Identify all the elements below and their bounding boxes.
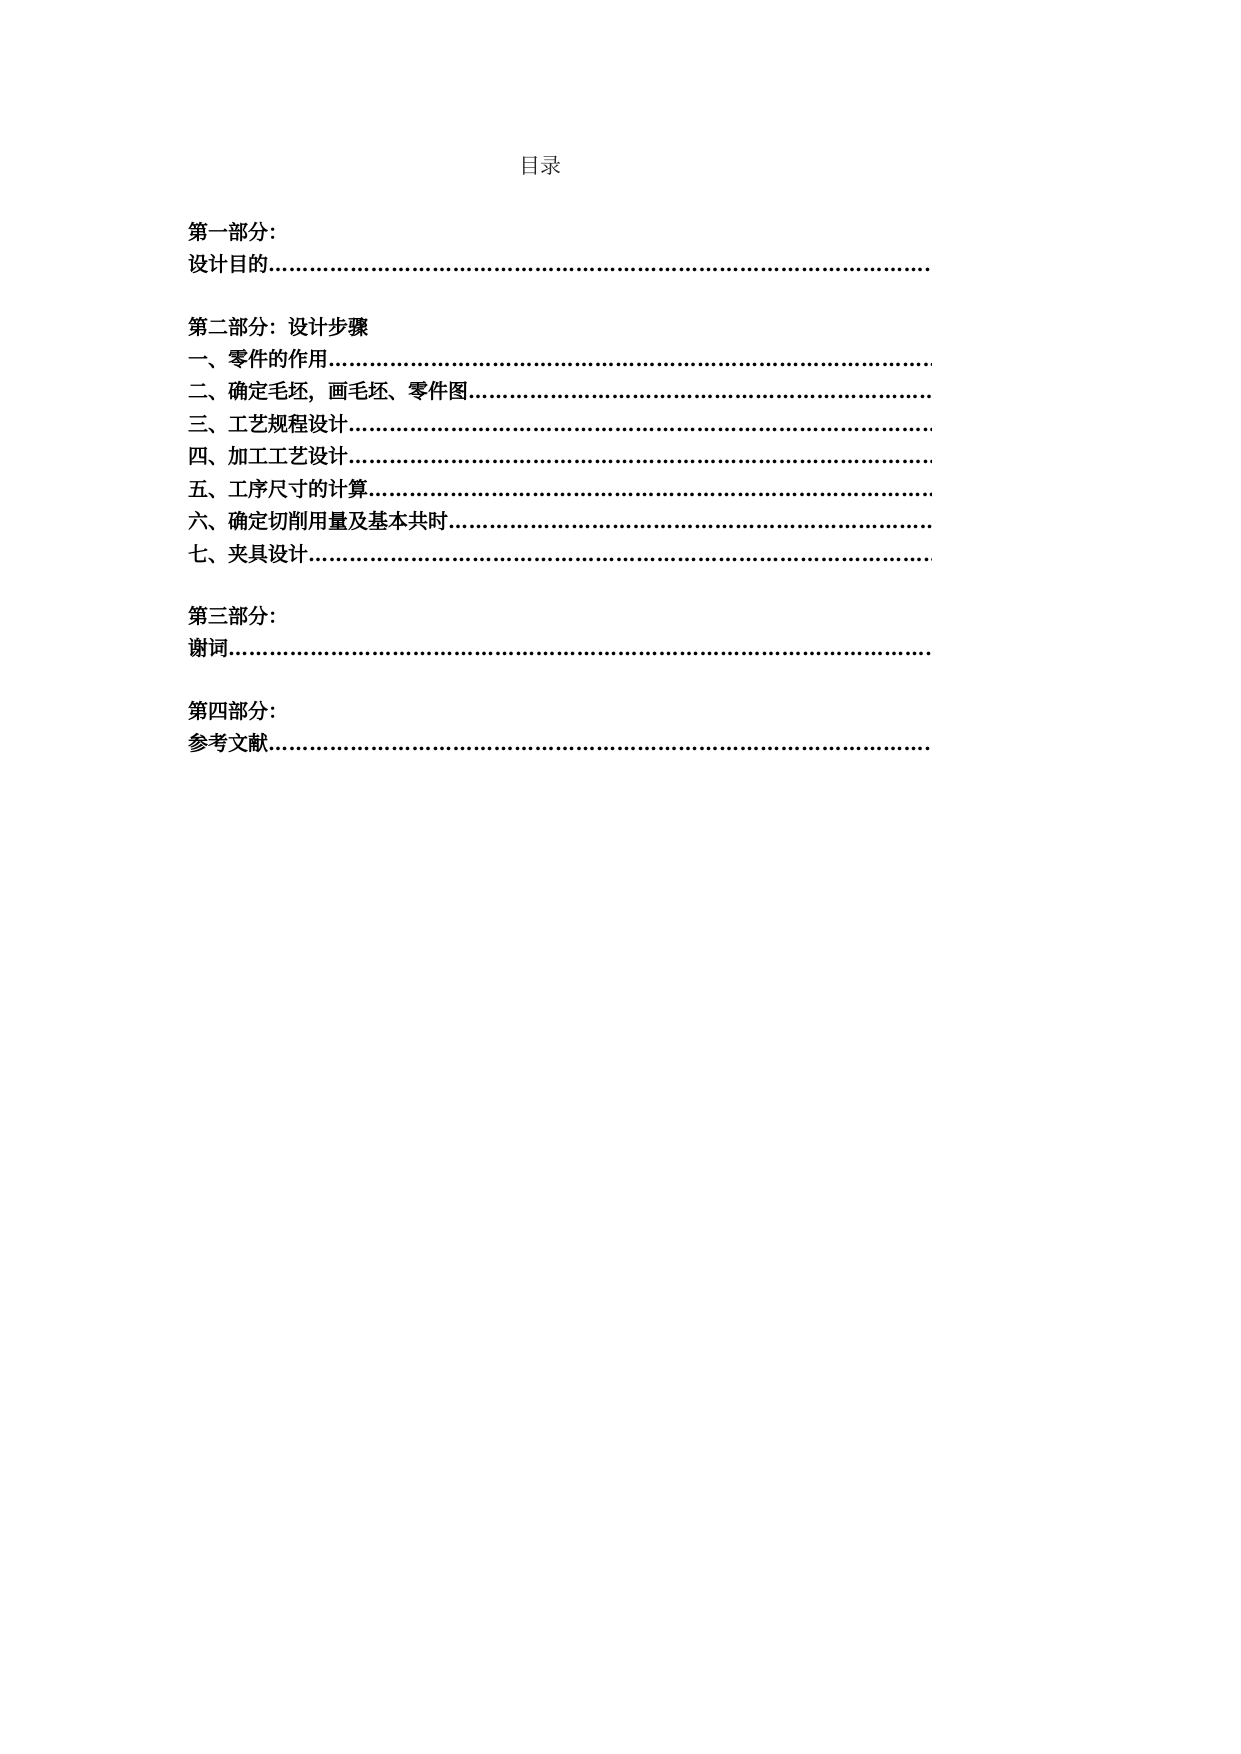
- toc-entry-label: 一、零件的作用: [188, 346, 328, 371]
- section-heading: 第二部分：设计步骤: [188, 314, 368, 339]
- toc-section-3: [188, 600, 932, 665]
- toc-entry-label: 谢词: [188, 636, 228, 660]
- dot-leader: [228, 632, 932, 665]
- section-heading: 第一部分：: [188, 220, 288, 244]
- toc-section-1: [188, 216, 932, 281]
- toc-entry-label: 七、夹具设计: [188, 541, 308, 566]
- toc-entry[interactable]: [188, 505, 932, 538]
- toc-entry[interactable]: [188, 440, 932, 473]
- toc-entry-label: 三、工艺规程设计: [188, 411, 348, 436]
- toc-entry-label: 设计目的: [188, 252, 268, 276]
- dot-leader: [348, 408, 932, 441]
- toc-entry-label: 五、工序尺寸的计算: [188, 476, 368, 501]
- toc-entry[interactable]: [188, 632, 932, 665]
- dot-leader: [268, 727, 932, 760]
- toc-entry-label: 参考文献: [188, 730, 268, 755]
- toc-section-2: [188, 311, 932, 571]
- dot-leader: [268, 248, 932, 281]
- dot-leader: [328, 343, 932, 376]
- toc-title: 目录: [519, 154, 561, 178]
- toc-entry-label: 四、加工工艺设计: [188, 444, 348, 468]
- dot-leader: [468, 375, 932, 408]
- section-heading: 第四部分：: [188, 698, 288, 723]
- dot-leader: [368, 473, 932, 506]
- toc-entry[interactable]: [188, 375, 932, 408]
- toc-entry[interactable]: [188, 727, 932, 760]
- dot-leader: [308, 538, 932, 571]
- toc-section-4: [188, 695, 932, 760]
- table-of-contents: [188, 216, 932, 789]
- dot-leader: [448, 505, 932, 538]
- toc-entry[interactable]: [188, 538, 932, 571]
- toc-entry[interactable]: [188, 343, 932, 376]
- toc-entry[interactable]: [188, 408, 932, 441]
- toc-entry[interactable]: [188, 248, 932, 281]
- toc-entry[interactable]: [188, 473, 932, 506]
- toc-entry-label: 六、确定切削用量及基本共时: [188, 509, 448, 533]
- section-heading: 第三部分：: [188, 604, 288, 628]
- dot-leader: [348, 440, 932, 473]
- toc-entry-label: 二、确定毛坯，画毛坯、零件图: [188, 379, 468, 403]
